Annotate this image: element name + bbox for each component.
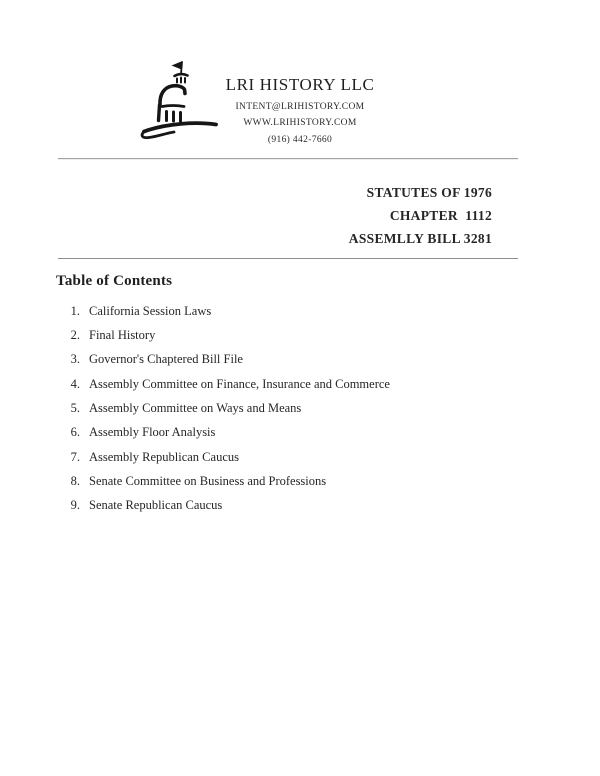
company-name: LRI HISTORY LLC — [225, 75, 375, 94]
toc-item-label: Final History — [89, 328, 156, 343]
toc-item-label: Senate Republican Caucus — [89, 498, 223, 513]
citation-bill: ASSEMLLY BILL 3281 — [348, 231, 492, 246]
toc-item-number: 6. — [70, 425, 80, 440]
horizontal-rule-top — [58, 158, 518, 160]
toc-item — [56, 421, 390, 445]
toc-item-number: 3. — [70, 352, 80, 367]
toc-item — [56, 494, 390, 518]
letterhead — [200, 76, 400, 148]
toc-item-number: 4. — [70, 376, 80, 391]
toc-item-label: California Session Laws — [89, 303, 212, 318]
toc-item-label: Assembly Committee on Finance, Insurance and Commerce — [89, 376, 390, 391]
toc-item-number: 2. — [70, 328, 80, 343]
toc-item — [56, 348, 390, 372]
toc-list — [56, 299, 390, 518]
toc-item — [56, 469, 390, 493]
contact-website: WWW.LRIHISTORY.COM — [243, 118, 357, 129]
toc-item-label: Assembly Floor Analysis — [89, 425, 216, 440]
toc-item — [56, 396, 390, 420]
toc-item-label: Assembly Republican Caucus — [89, 449, 239, 464]
toc-item — [56, 445, 390, 469]
horizontal-rule-bottom — [58, 258, 518, 259]
citation-block — [349, 181, 492, 250]
citation-statutes: STATUTES OF 1976 — [366, 185, 492, 200]
toc-item-number: 7. — [70, 449, 80, 464]
contact-block — [200, 99, 400, 148]
citation-chapter: CHAPTER 1112 — [389, 208, 492, 223]
toc-item — [56, 323, 390, 347]
toc-item-label: Assembly Committee on Ways and Means — [89, 401, 302, 416]
contact-email: INTENT@LRIHISTORY.COM — [235, 102, 365, 112]
toc-item — [56, 372, 390, 396]
toc-item-number: 9. — [70, 498, 80, 513]
toc-item-label: Governor's Chaptered Bill File — [89, 352, 243, 367]
toc-item-label: Senate Committee on Business and Professions — [89, 474, 327, 489]
toc-item-number: 1. — [70, 303, 80, 318]
toc-item — [56, 299, 390, 323]
toc-item-number: 8. — [70, 474, 80, 489]
contact-phone: (916) 442-7660 — [267, 134, 333, 145]
toc-heading: Table of Contents — [56, 273, 173, 289]
toc-item-number: 5. — [70, 401, 80, 416]
